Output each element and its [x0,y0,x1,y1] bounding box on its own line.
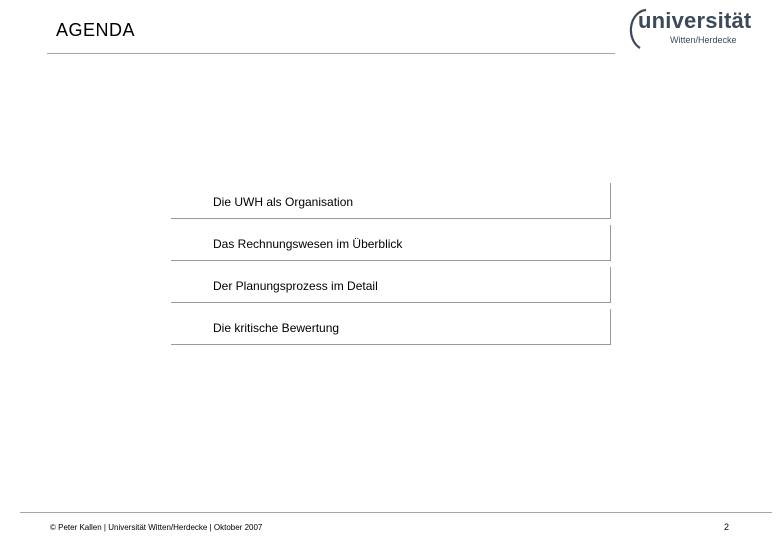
logo-subtitle: Witten/Herdecke [670,35,737,45]
agenda-item-label: Die kritische Bewertung [213,321,340,335]
header-divider [47,53,615,54]
slide-title: AGENDA [56,20,136,40]
agenda-item [171,309,611,345]
agenda-item-label: Der Planungsprozess im Detail [213,279,378,293]
agenda-item [171,225,611,261]
agenda-item [171,267,611,303]
agenda-list [171,183,611,351]
agenda-item-label: Das Rechnungswesen im Überblick [213,237,403,251]
logo-wordmark: universität [638,8,752,33]
agenda-item-label: Die UWH als Organisation [213,195,354,209]
footer-copyright: © Peter Kallen | Universität Witten/Herdecke | Oktober 2007 [50,523,263,532]
page-number: 2 [724,522,730,532]
agenda-item [171,183,611,219]
university-logo [626,4,766,52]
footer-divider [20,512,772,513]
